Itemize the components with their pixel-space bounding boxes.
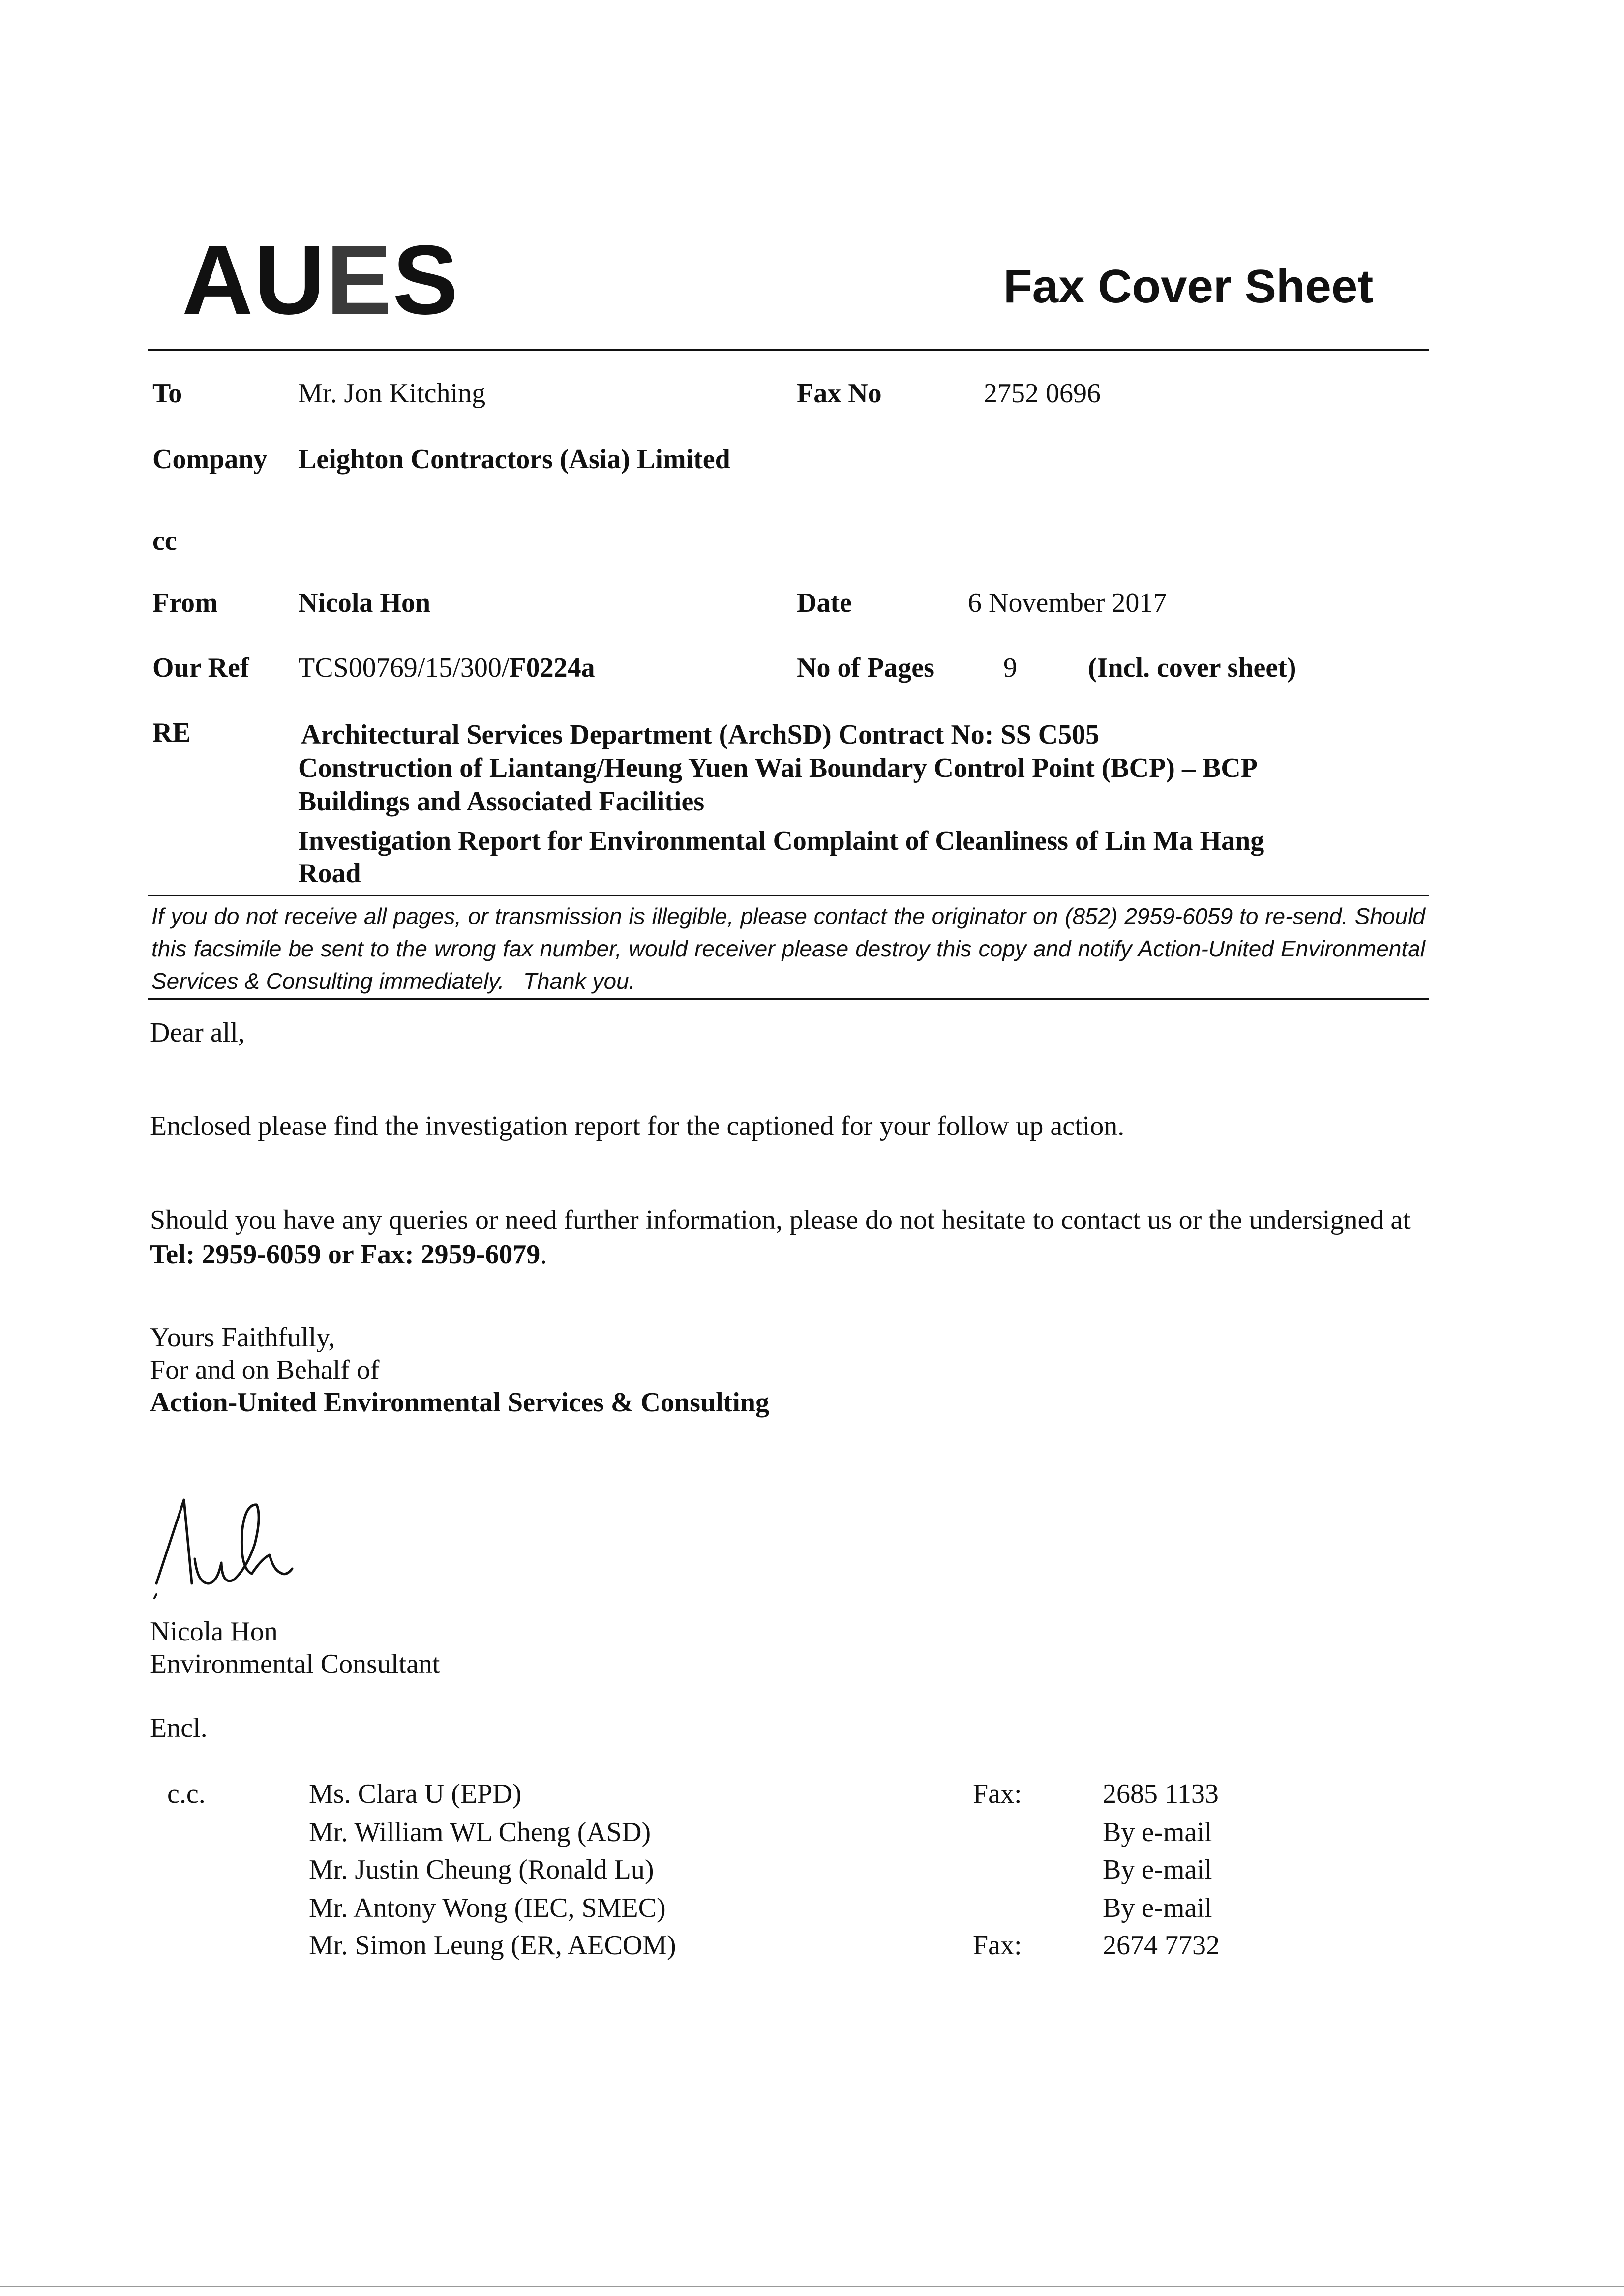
re-line-3: Buildings and Associated Facilities xyxy=(298,786,705,817)
pages-value: 9 xyxy=(1003,653,1017,683)
cc-value: 2685 1133 xyxy=(1103,1779,1219,1809)
scan-edge-line xyxy=(0,2286,1624,2287)
paragraph-2-text: Should you have any queries or need further information, please do not hesitate to contact us or the undersigned at xyxy=(150,1205,1411,1235)
cc-name: Mr. William WL Cheng (ASD) xyxy=(309,1817,651,1848)
transmission-notice xyxy=(151,900,1425,997)
our-ref-value xyxy=(298,654,595,682)
signer-title: Environmental Consultant xyxy=(150,1649,440,1679)
cc-method: Fax: xyxy=(973,1779,1022,1809)
cc-name: Mr. Antony Wong (IEC, SMEC) xyxy=(309,1893,666,1923)
company-name: Action-United Environmental Services & Consulting xyxy=(150,1387,769,1418)
cc-name: Ms. Clara U (EPD) xyxy=(309,1779,522,1809)
cc-list-label: c.c. xyxy=(167,1779,206,1809)
re-label: RE xyxy=(152,717,191,748)
handwritten-signature xyxy=(148,1485,364,1603)
our-ref-bold: F0224a xyxy=(509,653,595,683)
logo-text-c: S xyxy=(392,225,459,335)
company-label: Company xyxy=(152,444,268,475)
enclosure-note: Encl. xyxy=(150,1713,208,1743)
cc-name: Mr. Simon Leung (ER, AECOM) xyxy=(309,1930,676,1961)
logo-text-b: E xyxy=(326,225,393,335)
cc-label: cc xyxy=(152,526,177,556)
contact-numbers: Tel: 2959-6059 or Fax: 2959-6079 xyxy=(150,1239,541,1270)
from-label: From xyxy=(152,588,218,618)
re-line-4: Investigation Report for Environmental Complaint of Cleanliness of Lin Ma Hang xyxy=(298,826,1264,856)
our-ref-plain: TCS00769/15/300/ xyxy=(298,653,510,683)
our-ref-label: Our Ref xyxy=(152,653,249,683)
pages-label: No of Pages xyxy=(797,653,934,683)
cc-value: By e-mail xyxy=(1103,1893,1212,1923)
to-value: Mr. Jon Kitching xyxy=(298,378,486,409)
company-logo xyxy=(182,225,459,335)
re-line-2: Construction of Liantang/Heung Yuen Wai Boundary Control Point (BCP) – BCP xyxy=(298,753,1258,783)
document-title: Fax Cover Sheet xyxy=(1003,260,1374,313)
paragraph-2: Should you have any queries or need further information, please do not hesitate to contact us or the undersigned at Tel: 2959-6059 or Fax: 2959-6079. xyxy=(150,1205,1411,1270)
notice-text: If you do not receive all pages, or transmission is illegible, please contact the originator on (852) 2959-6059 to re-send. Should this facsimile be sent to the wrong fax number, would receiver please destroy this copy and notify Action-United Environmental Services & Consulting immediately. xyxy=(151,903,1425,994)
paragraph-1: Enclosed please find the investigation report for the captioned for your follow up action. xyxy=(150,1111,1125,1141)
notice-bottom-divider xyxy=(148,998,1429,1000)
cc-value: By e-mail xyxy=(1103,1854,1212,1885)
pages-note: (Incl. cover sheet) xyxy=(1088,653,1296,683)
cc-name: Mr. Justin Cheung (Ronald Lu) xyxy=(309,1854,654,1885)
header-divider xyxy=(148,349,1429,351)
notice-top-divider xyxy=(148,895,1429,896)
date-value: 6 November 2017 xyxy=(968,588,1167,618)
cc-value: By e-mail xyxy=(1103,1817,1212,1848)
signer-name: Nicola Hon xyxy=(150,1616,278,1647)
closing-line-1: Yours Faithfully, xyxy=(150,1322,335,1353)
logo-text-a: AU xyxy=(182,225,326,335)
closing-line-2: For and on Behalf of xyxy=(150,1355,380,1385)
company-value: Leighton Contractors (Asia) Limited xyxy=(298,444,730,475)
salutation: Dear all, xyxy=(150,1017,245,1048)
fax-no-value: 2752 0696 xyxy=(984,378,1101,409)
date-label: Date xyxy=(797,588,852,618)
re-line-5: Road xyxy=(298,858,361,889)
to-label: To xyxy=(152,378,182,409)
fax-no-label: Fax No xyxy=(797,378,882,409)
notice-thanks: Thank you. xyxy=(523,968,635,994)
from-value: Nicola Hon xyxy=(298,588,431,618)
re-line-1: Architectural Services Department (ArchSD) Contract No: SS C505 xyxy=(301,719,1100,750)
cc-value: 2674 7732 xyxy=(1103,1930,1220,1961)
cc-method: Fax: xyxy=(973,1930,1022,1961)
